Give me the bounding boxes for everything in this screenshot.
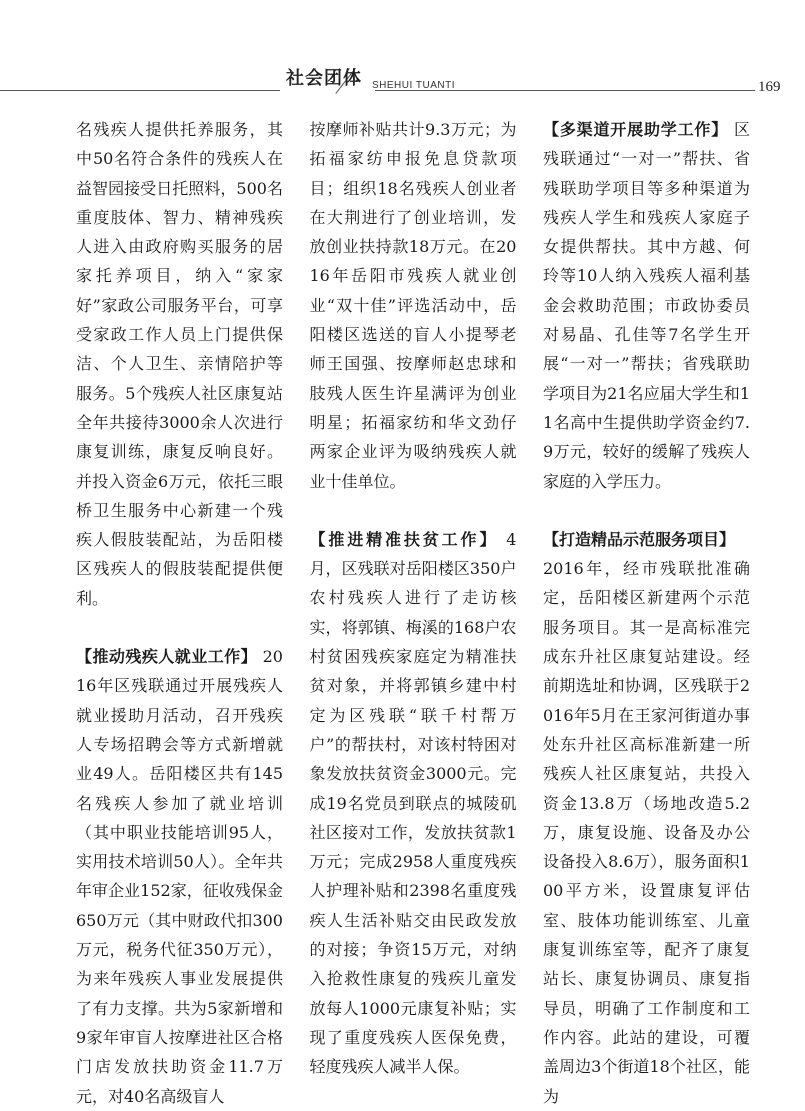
column-1 [76,115,283,1111]
column-3 [543,115,750,1111]
paragraph-text: 2016年区残联通过开展残疾人就业援助月活动，召开残疾人专场招聘会等方式新增就业49人。岳阳楼区共有145名残疾人参加了就业培训（其中职业技能培训95人，实用技术培训50人）。全年共年审企业152家，征收残保金650万元（其中财政代扣300万元，税务代征350万元），为来年残疾人事业发展提供了有力支撑。共为5家新增和9家年审盲人按摩进社区合格门店发放扶助资金11.7万元，对40名高级盲人 [76,647,283,1106]
subsection-heading: 【打造精品示范服务项目】 [543,529,736,549]
header-rule-left [0,90,280,91]
paragraph [76,115,283,613]
section-title: 社会团体 [286,68,362,89]
subsection-heading: 【推进精准扶贫工作】 [309,529,499,549]
paragraph-text: 2016年，经市残联批准确定，岳阳楼区新建两个示范服务项目。其一是高标准完成东升社区康复站建设。经前期选址和协调，区残联于2016年5月在王家河街道办事处东升社区高标准新建一所残疾人社区康复站，共投入资金13.8万（场地改造5.2万，康复设施、设备及办公设备投入8.6万），服务面积100平方米，设置康复评估室、肢体功能训练室、儿童康复训练室等，配齐了康复站长、康复协调员、康复指导员，明确了工作制度和工作内容。此站的建设，可覆盖周边3个街道18个社区，能为 [543,559,750,1106]
subsection-heading: 【多渠道开展助学工作】 [543,120,729,139]
page-header [0,0,805,110]
section-pinyin: SHEHUI TUANTI [372,80,455,91]
paragraph-text: 区残联通过“一对一”帮扶、省残联助学项目等多种渠道为残疾人学生和残疾人家庭子女提供帮扶。其中方越、何玲等10人纳入残疾人福利基金会救助范围；市政协委员对易晶、孔佳等7名学生开展“一对一”帮扶；省残联助学项目为21名应届大学生和11名高中生提供助学资金约7.9万元，较好的缓解了残疾人家庭的入学压力。 [543,120,750,491]
paragraph [543,115,750,496]
paragraph-text: 4月，区残联对岳阳楼区350户农村残疾人进行了走访核实，将郭镇、梅溪的168户农村贫困残疾家庭定为精准扶贫对象，并将郭镇乡建中村定为区残联“联千村帮万户”的帮扶村，对该村特困对象发放扶贫资金3000元。完成19名党员到联点的城陵矶社区接对工作，发放扶贫款1万元；完成2958人重度残疾人护理补贴和2398名重度残疾人生活补贴交由民政发放的对接；争资15万元，对纳入抢救性康复的残疾儿童发放每人1000元康复补贴；实现了重度残疾人医保免费，轻度残疾人减半人保。 [309,529,517,1077]
paragraph [310,525,517,1082]
paragraph-text: 名残疾人提供托养服务，其中50名符合条件的残疾人在益智园接受日托照料，500名重度肢体、智力、精神残疾人进入由政府购买服务的居家托养项目，纳入“家家好”家政公司服务平台，可享受家政工作人员上门提供保洁、个人卫生、亲情陪护等服务。5个残疾人社区康复站全年共接待3000余人次进行康复训练，康复反响良好。并投入资金6万元，依托三眼桥卫生服务中心新建一个残疾人假肢装配站，为岳阳楼区残疾人的假肢装配提供便利。 [76,120,283,608]
column-2 [310,115,517,1111]
subsection-heading: 【推动残疾人就业工作】 [76,647,258,667]
page-number: 169 [758,79,781,95]
paragraph [310,115,517,496]
article-columns [76,115,750,1111]
paragraph-text: 按摩师补贴共计9.3万元；为拓福家纺申报免息贷款项目；组织18名残疾人创业者在大荆进行了创业培训，发放创业扶持款18万元。在2016年岳阳市残疾人就业创业“双十佳”评选活动中，岳阳楼区选送的盲人小提琴老师王国强、按摩师赵忠球和肢残人医生许星满评为创业明星；拓福家纺和华文劲仔两家企业评为吸纳残疾人就业十佳单位。 [309,120,517,491]
paragraph [543,525,750,1111]
paragraph [76,642,283,1111]
